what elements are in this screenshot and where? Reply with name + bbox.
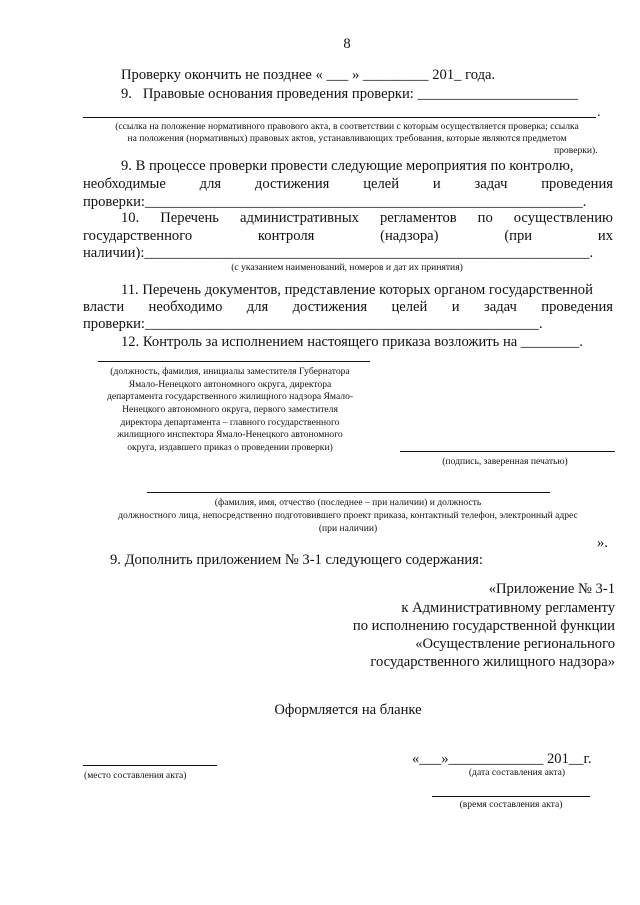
preparer-note-line: должностного лица, непосредственно подготовившего проект приказа, контактный телефон, электронный адрес (118, 510, 578, 521)
legal-basis-dot: . (597, 105, 601, 120)
closing-quote: ». (597, 535, 608, 551)
word: контроля (257, 228, 315, 244)
word: 10. (121, 210, 140, 226)
appendix-header-line: по исполнению государственной функции (352, 618, 615, 634)
word: (при (504, 228, 533, 244)
word: по (477, 210, 493, 226)
word: и (451, 299, 460, 315)
word: Перечень (160, 210, 219, 226)
official-note-line: (должность, фамилия, инициалы заместителя Губернатора (110, 366, 350, 377)
date-line: «___»_____________ 201__г. (412, 751, 592, 767)
docs-line-1: 11. Перечень документов, представление которых органом государственной (121, 282, 593, 298)
measures-line-1: 9. В процессе проверки провести следующие мероприятия по контролю, (121, 158, 574, 174)
word: достижения (254, 176, 330, 192)
docs-line-2 (83, 300, 613, 315)
word: проведения (541, 299, 613, 315)
docs-line-3: проверки:______________________________________________________. (83, 316, 543, 332)
date-note: (дата составления акта) (468, 767, 566, 778)
official-note-line: Ямало-Ненецкого автономного округа, директора (128, 379, 332, 390)
page-number: 8 (343, 36, 351, 52)
regs-note: (с указанием наименований, номеров и дат их принятия) (231, 262, 463, 273)
word: для (199, 176, 222, 192)
word: государственного (83, 228, 193, 244)
official-rule (98, 361, 370, 362)
appendix-header-line: «Осуществление регионального (415, 636, 615, 652)
regs-line-2 (83, 229, 613, 244)
word: административных (239, 210, 359, 226)
word: для (246, 299, 269, 315)
official-note-line: Ненецкого автономного округа, первого заместителя (122, 404, 338, 415)
measures-line-3: проверки:____________________________________________________________. (83, 194, 587, 210)
blank-form-note: Оформляется на бланке (274, 702, 422, 718)
legal-basis-rule (83, 117, 596, 118)
deadline-line: Проверку окончить не позднее « ___ » _________ 201_ года. (121, 67, 496, 83)
legal-basis-note-2: на положения (нормативных) правовых актов, устанавливающих требования, которые являются предметом (127, 133, 567, 144)
appendix-intro: 9. Дополнить приложением № 3-1 следующего содержания: (110, 552, 483, 568)
appendix-header-line: государственного жилищного надзора» (370, 654, 615, 670)
signature-rule (400, 451, 615, 452)
word: и (432, 176, 441, 192)
word: задач (483, 299, 517, 315)
word: власти (83, 299, 125, 315)
word: регламентов (379, 210, 457, 226)
official-note-line: округа, издавшего приказ о проведении проверки) (127, 442, 333, 453)
regs-line-3: наличии):_____________________________________________________________. (83, 245, 594, 261)
control-line: 12. Контроль за исполнением настоящего приказа возложить на ________. (121, 334, 583, 350)
word: осуществлению (513, 210, 613, 226)
word: (надзора) (380, 228, 439, 244)
appendix-header-line: к Административному регламенту (401, 600, 615, 616)
official-note-line: департамента государственного жилищного надзора Ямало- (106, 391, 354, 402)
preparer-note-line: (при наличии) (318, 523, 378, 534)
measures-line-2 (83, 177, 613, 192)
word: целей (391, 299, 428, 315)
legal-basis-note-3: проверки). (554, 145, 598, 156)
preparer-rule (147, 492, 550, 493)
official-note-line: жилищного инспектора Ямало-Ненецкого автономного (117, 429, 343, 440)
place-rule (83, 765, 217, 766)
word: задач (474, 176, 508, 192)
legal-basis-line: 9. Правовые основания проведения проверки: ______________________ (121, 86, 579, 102)
signature-note: (подпись, заверенная печатью) (442, 456, 568, 467)
time-rule (432, 796, 590, 797)
word: необходимо (148, 299, 223, 315)
word: необходимые (83, 176, 166, 192)
preparer-note-line: (фамилия, имя, отчество (последнее – при наличии) и должность (214, 497, 482, 508)
place-note: (место составления акта) (84, 770, 187, 781)
regs-line-1 (121, 211, 613, 226)
word: проведения (541, 176, 613, 192)
official-note-line: директора департамента – главного государственного (120, 417, 340, 428)
appendix-header-line: «Приложение № 3-1 (488, 581, 615, 597)
legal-basis-note-1: (ссылка на положение нормативного правового акта, в соответствии с которым осуществляется проверка; ссылка (115, 121, 579, 132)
word: достижения (292, 299, 368, 315)
word: их (597, 228, 613, 244)
word: целей (363, 176, 400, 192)
time-note: (время составления акта) (459, 799, 563, 810)
